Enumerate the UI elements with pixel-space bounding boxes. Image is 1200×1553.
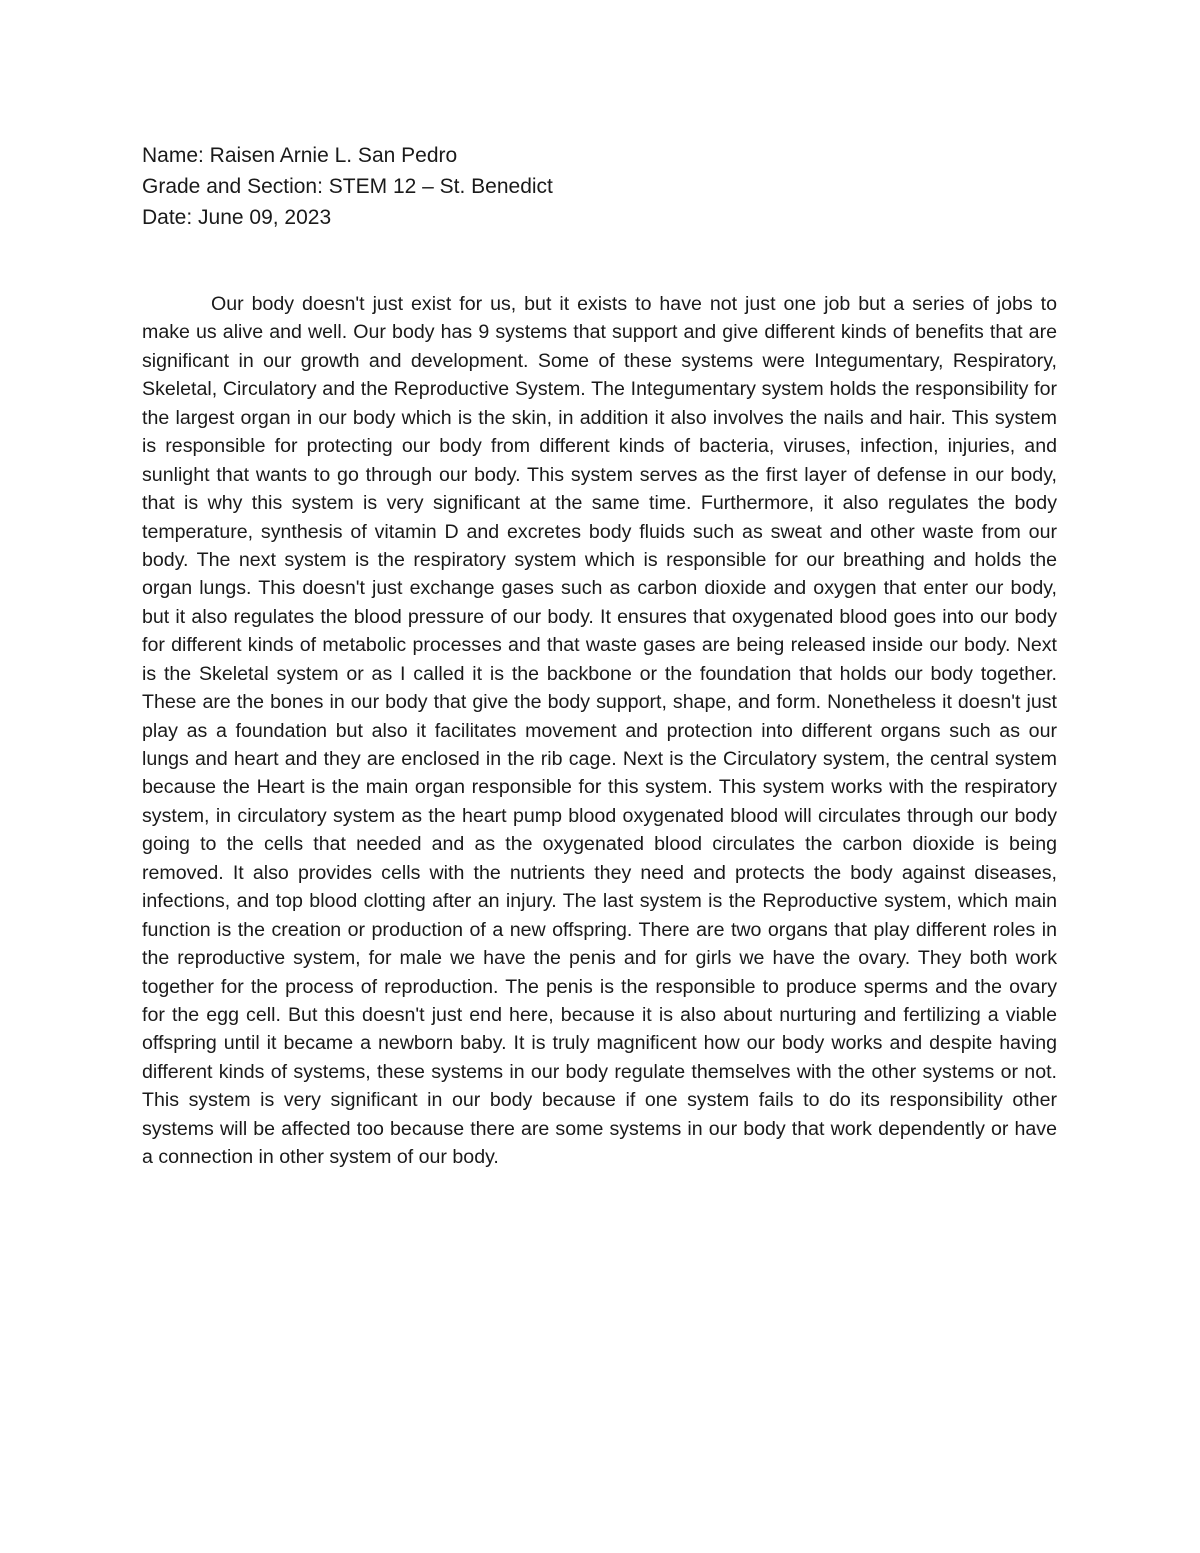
- essay-paragraph: Our body doesn't just exist for us, but it exists to have not just one job but a series of jobs to make us alive and well. Our body has 9 systems that support and give different kinds of benefits that are significant in our growth and development. Some of these systems were Integumentary, Respiratory, Skeletal, Circulatory and the Reproductive System. The Integumentary system holds the responsibility for the largest organ in our body which is the skin, in addition it also involves the nails and hair. This system is responsible for protecting our body from different kinds of bacteria, viruses, infection, injuries, and sunlight that wants to go through our body. This system serves as the first layer of defense in our body, that is why this system is very significant at the same time. Furthermore, it also regulates the body temperature, synthesis of vitamin D and excretes body fluids such as sweat and other waste from our body. The next system is the respiratory system which is responsible for our breathing and holds the organ lungs. This doesn't just exchange gases such as carbon dioxide and oxygen that enter our body, but it also regulates the blood pressure of our body. It ensures that oxygenated blood goes into our body for different kinds of metabolic processes and that waste gases are being released inside our body. Next is the Skeletal system or as I called it is the backbone or the foundation that holds our body together. These are the bones in our body that give the body support, shape, and form. Nonetheless it doesn't just play as a foundation but also it facilitates movement and protection into different organs such as our lungs and heart and they are enclosed in the rib cage. Next is the Circulatory system, the central system because the Heart is the main organ responsible for this system. This system works with the respiratory system, in circulatory system as the heart pump blood oxygenated blood will circulates through our body going to the cells that needed and as the oxygenated blood circulates the carbon dioxide is being removed. It also provides cells with the nutrients they need and protects the body against diseases, infections, and top blood clotting after an injury. The last system is the Reproductive system, which main function is the creation or production of a new offspring. There are two organs that play different roles in the reproductive system, for male we have the penis and for girls we have the ovary. They both work together for the process of reproduction. The penis is the responsible to produce sperms and the ovary for the egg cell. But this doesn't just end here, because it is also about nurturing and fertilizing a viable offspring until it became a newborn baby. It is truly magnificent how our body works and despite having different kinds of systems, these systems in our body regulate themselves with the other systems or not. This system is very significant in our body because if one system fails to do its responsibility other systems will be affected too because there are some systems in our body that work dependently or have a connection in other system of our body.: [142, 293, 1057, 1169]
- grade-and-section: Grade and Section: STEM 12 – St. Benedict: [142, 175, 553, 198]
- student-name: Name: Raisen Arnie L. San Pedro: [142, 144, 458, 167]
- document-date: Date: June 09, 2023: [142, 206, 332, 229]
- document-header: [142, 140, 1062, 233]
